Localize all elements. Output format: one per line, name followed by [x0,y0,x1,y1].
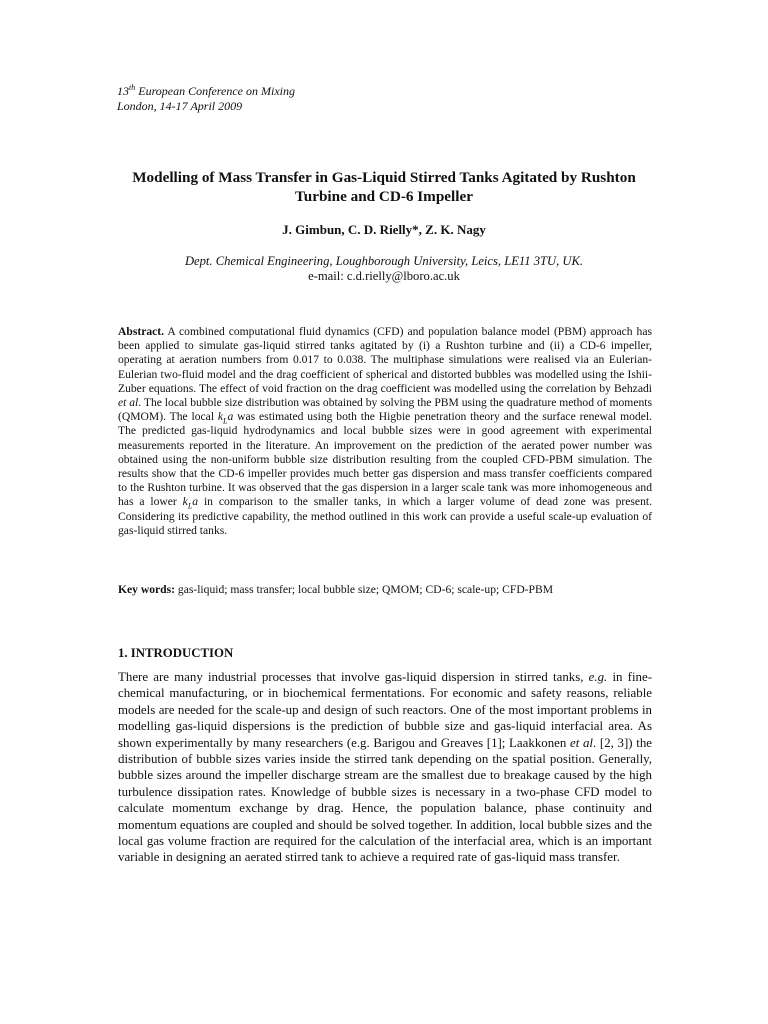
kla-symbol: $k_La$ [217,410,234,426]
department: Dept. Chemical Engineering, Loughborough University, Leics, LE11 3TU, UK. [184,254,584,268]
paper-title: Modelling of Mass Transfer in Gas-Liquid Stirred Tanks Agitated by Rushton Turbine and CD-6 Impeller [132,169,636,205]
author-list: J. Gimbun, C. D. Rielly*, Z. K. Nagy [282,222,486,237]
conference-header [117,84,295,114]
kla-symbol: $k_La$ [182,495,199,511]
conference-location-date: London, 14-17 April 2009 [117,99,243,113]
abstract: Abstract. A combined computational fluid dynamics (CFD) and population balance model (PBM) approach has been applied to simulate gas-liquid stirred tanks agitated by (i) a Rushton turbine and (ii) a CD-6 impeller, operating at aeration numbers from 0.017 to 0.038. The multiphase simulations were realised via an Eulerian-Eulerian two-fluid model and the drag coefficient of spherical and distorted bubbles was modelled using the Ishii-Zuber equations. The effect of void fraction on the drag coefficient was modelled using the correlation by Behzadi et al. The local bubble size distribution was obtained by solving the PBM using the quadrature method of moments (QMOM). The local $k_La$ was estimated using both the Higbie penetration theory and the surface renewal model. The predicted gas-liquid hydrodynamics and local bubble sizes were in good agreement with experimental measurements reported in the literature. An improvement on the prediction of the aerated power number was obtained using the non-uniform bubble size distribution resulting from the coupled CFD-PBM simulation. The results show that the CD-6 impeller provides much better gas dispersion and mass transfer coefficients compared to the Rushton turbine. It was observed that the gas dispersion in a larger scale tank was more inhomogeneous and has a lower $k_La$ in comparison to the smaller tanks, in which a larger volume of dead zone was present. Considering its predictive capability, the method outlined in this work can provide a useful scale-up evaluation of gas-liquid stirred tanks. [118,325,652,537]
introduction-paragraph: There are many industrial processes that involve gas-liquid dispersion in stirred tanks, e.g. in fine-chemical manufacturing, or in biochemical fermentations. For economic and safety reasons, reliable models are needed for the scale-up and design of such reactors. One of the most important problems in modelling gas-liquid dispersions is the prediction of bubble size and gas-liquid interfacial area. As shown experimentally by many researchers (e.g. Barigou and Greaves [1]; Laakkonen et al. [2, 3]) the distribution of bubble sizes varies inside the stirred tank depending on the spatial position. Generally, bubble sizes around the impeller discharge stream are the smallest due to breakage caused by the high turbulence dissipation rates. Knowledge of bubble sizes is necessary in a two-phase CFD model to calculate momentum exchange by drag. Hence, the population balance, phase continuity and momentum equations are coupled and should be solved together. In addition, local bubble sizes and the local gas volume fraction are required for the calculation of the interfacial area, which is an important variable in designing an aerated stirred tank to achieve a required rate of gas-liquid mass transfer. [118,670,653,865]
keywords-label: Key words: [118,583,175,596]
affiliation [118,254,650,284]
abstract-label: Abstract. [118,325,165,338]
conference-name: 13th European Conference on Mixing [117,83,295,98]
email: e-mail: c.d.rielly@lboro.ac.uk [308,269,460,283]
keywords: Key words: gas-liquid; mass transfer; local bubble size; QMOM; CD-6; scale-up; CFD-PBM [118,583,554,596]
section-heading: 1. INTRODUCTION [118,646,234,660]
